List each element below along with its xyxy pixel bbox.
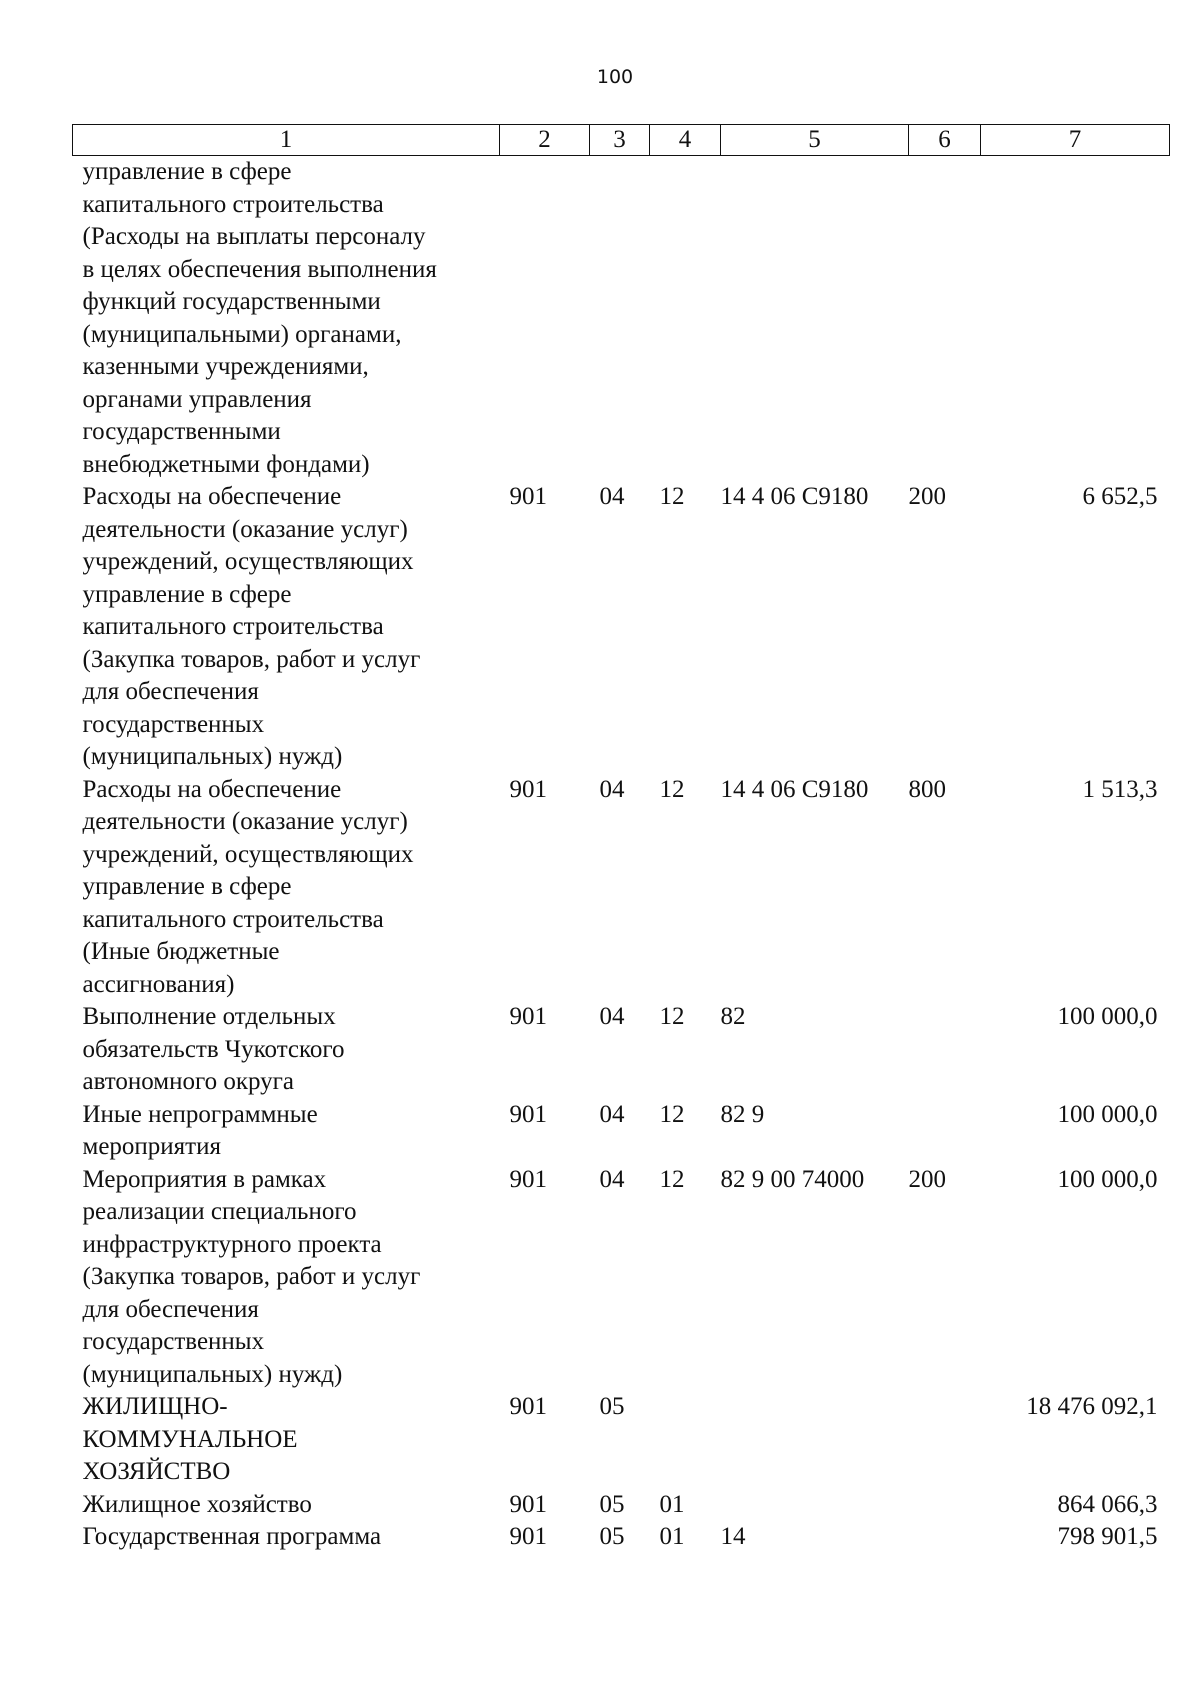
row-gr: 901 — [509, 1100, 547, 1128]
table-row — [73, 1164, 1170, 1392]
row-vr: 800 — [908, 775, 946, 803]
page-number: 100 — [596, 66, 634, 88]
row-csr: 82 — [720, 1003, 746, 1030]
row-vr — [909, 156, 981, 482]
row-vr — [909, 1521, 981, 1554]
row-pr: 12 — [659, 1003, 685, 1030]
row-csr: 14 — [720, 1523, 746, 1550]
row-gr: 901 — [509, 1393, 547, 1420]
table-header — [73, 125, 1170, 156]
row-rz: 04 — [599, 483, 625, 510]
row-gr: 901 — [509, 1003, 547, 1030]
header-col-6: 6 — [909, 125, 981, 156]
table-row — [73, 1001, 1170, 1099]
row-gr: 901 — [509, 1523, 547, 1550]
row-csr: 14 4 06 С9180 — [720, 775, 869, 803]
row-name: Иные непрограммные мероприятия — [82, 1100, 318, 1160]
row-vr — [909, 1001, 981, 1099]
row-gr: 901 — [509, 1490, 547, 1518]
row-rz: 05 — [599, 1393, 625, 1420]
table-row — [73, 156, 1170, 482]
row-gr: 901 — [509, 1165, 547, 1193]
header-col-5: 5 — [721, 125, 909, 156]
header-row — [73, 125, 1170, 156]
row-csr — [721, 156, 909, 482]
row-pr: 12 — [659, 1100, 685, 1128]
header-col-4: 4 — [650, 125, 721, 156]
row-name: Расходы на обеспечение деятельности (оказание услуг) учреждений, осуществляющих управление в сфере капитального строительства (Иные бюджетные ассигнования) — [82, 775, 414, 998]
row-pr: 12 — [659, 1165, 685, 1193]
row-sum: 100 000,0 — [1057, 1003, 1158, 1030]
row-gr: 901 — [509, 775, 547, 803]
table-row — [73, 481, 1170, 774]
row-vr — [909, 1391, 981, 1489]
row-pr: 12 — [659, 483, 685, 510]
row-name: Жилищное хозяйство — [82, 1490, 312, 1518]
row-rz: 05 — [599, 1490, 625, 1518]
row-sum: 864 066,3 — [1057, 1490, 1158, 1518]
table-row — [73, 1521, 1170, 1554]
row-name: Расходы на обеспечение деятельности (оказание услуг) учреждений, осуществляющих управление в сфере капитального строительства (Закупка товаров, работ и услуг для обеспечения государственных (муниципальных) нужд) — [82, 483, 421, 770]
row-vr — [909, 1099, 981, 1164]
budget-table — [72, 124, 1170, 1554]
row-sum: 798 901,5 — [1057, 1523, 1158, 1550]
table-row — [73, 1489, 1170, 1522]
row-pr: 01 — [659, 1490, 685, 1518]
row-vr: 200 — [908, 483, 946, 510]
row-pr — [650, 1391, 721, 1489]
row-name: ЖИЛИЩНО- КОММУНАЛЬНОЕ ХОЗЯЙСТВО — [82, 1393, 298, 1485]
row-pr — [650, 156, 721, 482]
row-rz: 04 — [599, 1100, 625, 1128]
row-sum: 1 513,3 — [1082, 775, 1158, 803]
row-csr: 14 4 06 С9180 — [720, 483, 869, 510]
row-sum: 100 000,0 — [1057, 1165, 1158, 1193]
row-gr — [500, 156, 590, 482]
table-row — [73, 774, 1170, 1002]
row-rz: 04 — [599, 1165, 625, 1193]
table-body — [73, 156, 1170, 1554]
row-csr: 82 9 — [720, 1100, 765, 1128]
row-csr — [721, 1391, 909, 1489]
row-gr: 901 — [509, 483, 547, 510]
row-sum: 100 000,0 — [1057, 1100, 1158, 1128]
header-col-3: 3 — [590, 125, 650, 156]
row-name: управление в сфере капитального строительства (Расходы на выплаты персоналу в целях обеспечения выполнения функций государственными (муниципальными) органами, казенными учреждениями, органами управления государственными внебюджетными фондами) — [82, 158, 437, 478]
row-rz: 05 — [599, 1523, 625, 1550]
row-pr: 12 — [659, 775, 685, 803]
row-name: Выполнение отдельных обязательств Чукотского автономного округа — [82, 1003, 345, 1095]
row-rz — [590, 156, 650, 482]
row-sum: 6 652,5 — [1082, 483, 1158, 510]
row-vr — [909, 1489, 981, 1522]
header-col-7: 7 — [981, 125, 1170, 156]
row-csr: 82 9 00 74000 — [720, 1165, 865, 1193]
row-rz: 04 — [599, 775, 625, 803]
row-csr — [721, 1489, 909, 1522]
row-pr: 01 — [659, 1523, 685, 1550]
row-rz: 04 — [599, 1003, 625, 1030]
header-col-1: 1 — [73, 125, 500, 156]
row-name: Государственная программа — [82, 1523, 382, 1550]
row-name: Мероприятия в рамках реализации специального инфраструктурного проекта (Закупка товаров, работ и услуг для обеспечения государственных (муниципальных) нужд) — [82, 1165, 421, 1388]
row-vr: 200 — [908, 1165, 946, 1193]
row-sum: 18 476 092,1 — [1026, 1393, 1158, 1420]
header-col-2: 2 — [500, 125, 590, 156]
table-row — [73, 1099, 1170, 1164]
table-row — [73, 1391, 1170, 1489]
row-sum — [981, 156, 1170, 482]
